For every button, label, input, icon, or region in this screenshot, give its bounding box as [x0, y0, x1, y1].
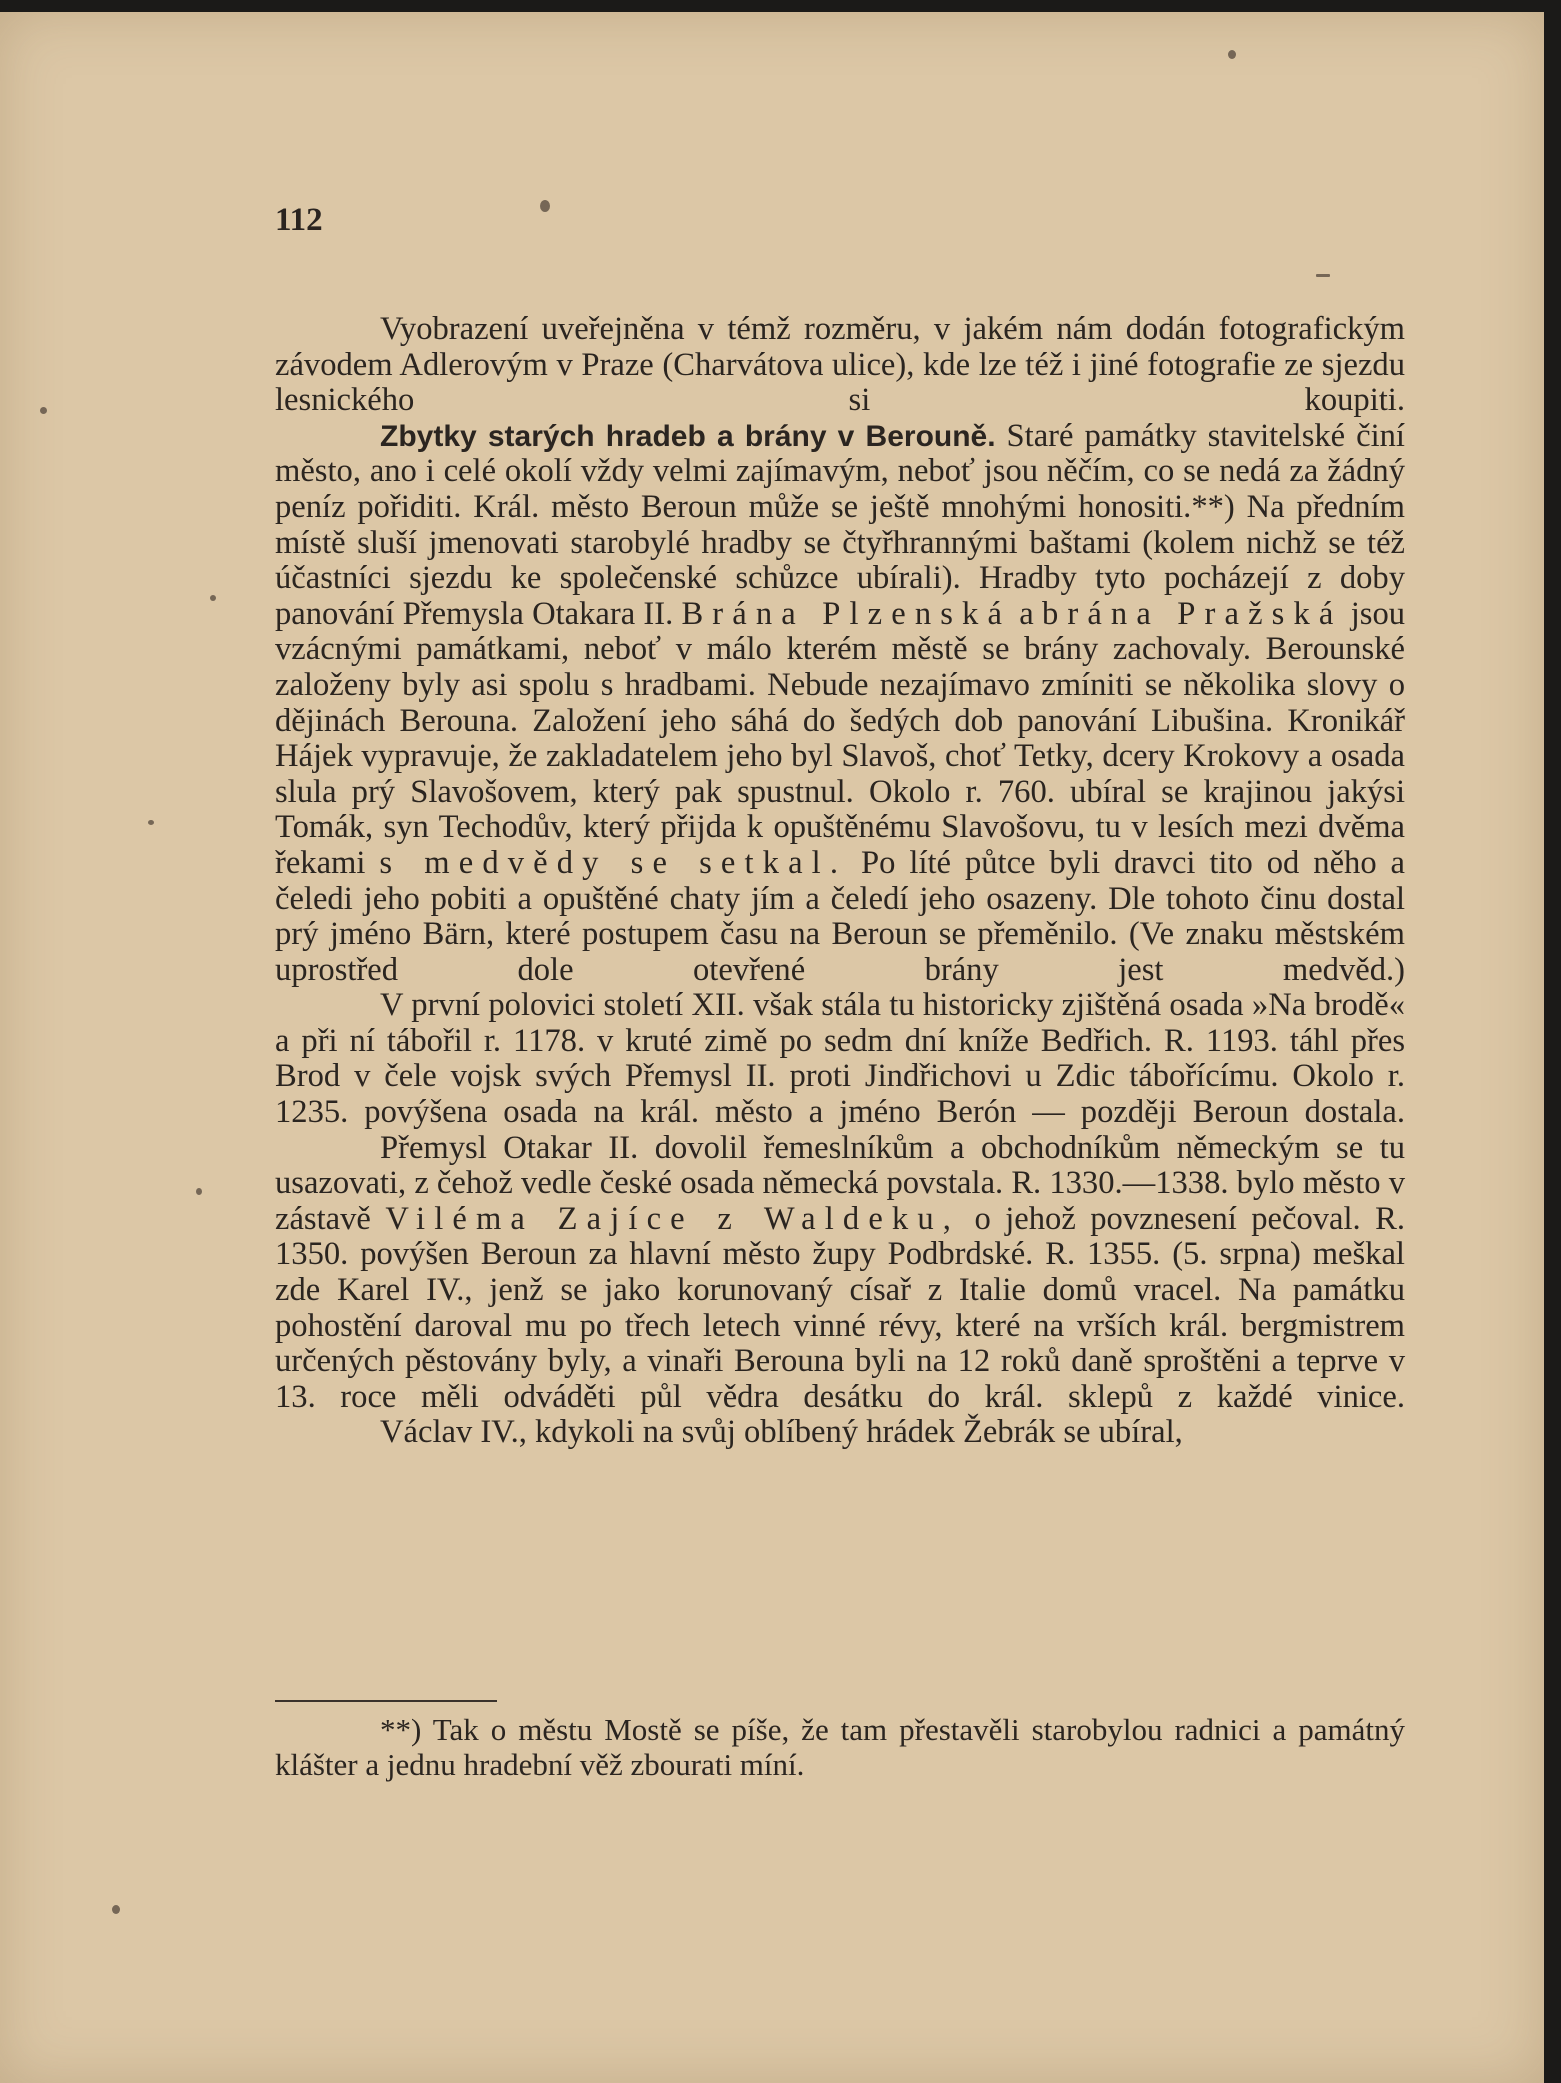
- book-page: [0, 12, 1544, 2083]
- paper-speck: [1316, 274, 1330, 277]
- paragraph-2-text-4: Po líté půtce byli dravci tito od něho a čeledi jeho pobiti a opuštěné chaty jím a čeledí jeho osazeny. Dle tohoto činu dostal prý jméno Bärn, které postupem času na Beroun se přeměnilo. (Ve znaku městském uprostřed dole otevřené brány jest medvěd.): [275, 844, 1405, 988]
- paragraph-5: Václav IV., kdykoli na svůj oblíbený hrádek Žebrák se ubíral,: [380, 1414, 1183, 1451]
- page-number: 112: [275, 202, 323, 238]
- paragraph-1: Vyobrazení uveřejněna v témž rozměru, v jakém nám dodán fotografickým závodem Adlerovým v Praze (Charvátova ulice), kde lze též i jiné fotografie ze sjezdu lesnického si koupiti.: [275, 311, 1405, 419]
- body-text: [275, 312, 1405, 1451]
- paragraph-2-text-1: Staré památky stavitelské činí město, ano i celé okolí vždy velmi zajímavým, neboť jsou něčím, co se nedá za žádný peníz pořiditi. Král. město Beroun může se ještě mnohými honositi.**) Na předním místě sluší jmenovati starobylé hradby se čtyřhrannými baštami (kolem nichž se též účastníci sjezdu ke společenské schůzce ubírali). Hradby tyto pocházejí z doby panování Přemysla Otakara II.: [275, 417, 1405, 632]
- paper-speck: [40, 407, 47, 414]
- section-heading: Zbytky starých hradeb a brány v Berouně.: [380, 419, 996, 453]
- paper-speck: [1228, 50, 1236, 59]
- spaced-term-medvedy: s medvědy se setkal.: [379, 844, 848, 881]
- spaced-term-brana-prazska: brána Pražská: [1041, 595, 1343, 632]
- paper-speck: [210, 595, 216, 601]
- spaced-term-vilem-zajic: Viléma Zajíce z Waldeku,: [385, 1200, 961, 1237]
- footnote-divider: [275, 1700, 497, 1702]
- paragraph-2-text-3: jsou vzácnými památkami, neboť v málo kterém městě se brány zachovaly. Berounské založeny byly asi spolu s hradbami. Nebude nezajímavo zmíniti se několika slovy o dějinách Berouna. Založení jeho sáhá do šedých dob panování Libušina. Kronikář Hájek vypravuje, že zakladatelem jeho byl Slavoš, choť Tetky, dcery Krokovy a osada slula prý Slavošovem, který pak spustnul. Okolo r. 760. ubíral se krajinou jakýsi Tomák, syn Techodův, který přijda k opuštěnému Slavošovu, tu v lesích mezi dvěma řekami: [275, 595, 1406, 881]
- paper-speck: [148, 820, 154, 825]
- paragraph-4: [275, 1131, 1405, 1416]
- footnote: [275, 1712, 1405, 1782]
- spaced-term-brana-plzenska: Brána Plzenská: [681, 595, 1012, 632]
- paragraph-4-text-1: Přemysl Otakar II. dovolil řemeslníkům a obchodníkům německým se tu usazovati, z čehož vedle české osada německá povstala. R. 1330.—1338. bylo město v zástavě: [275, 1129, 1405, 1237]
- paper-speck: [112, 1905, 120, 1914]
- paper-speck: [540, 200, 550, 212]
- footnote-text: **) Tak o městu Mostě se píše, že tam přestavěli starobylou radnici a památný klášter a jednu hradební věž zbourati míní.: [275, 1712, 1405, 1782]
- paragraph-3: V první polovici století XII. však stála tu historicky zjištěná osada »Na brodě« a při ní tábořil r. 1178. v kruté zimě po sedm dní kníže Bedřich. R. 1193. táhl přes Brod v čele vojsk svých Přemysl II. proti Jindřichovi u Zdic tábořícímu. Okolo r. 1235. povýšena osada na král. město a jméno Berón — později Beroun dostala.: [275, 987, 1405, 1131]
- paper-speck: [196, 1188, 202, 1195]
- paragraph-2-text-2: a: [1011, 595, 1042, 632]
- paragraph-2: [275, 419, 1405, 989]
- paragraph-4-text-2: o jehož povznesení pečoval. R. 1350. povýšen Beroun za hlavní město župy Podbrdské. R. 1355. (5. srpna) meškal zde Karel IV., jenž se jako korunovaný císař z Italie domů vracel. Na památku pohostění daroval mu po třech letech vinné révy, které na vrších král. bergmistrem určených pěstovány byly, a vinaři Berouna byli na 12 roků daně sproštěni a teprve v 13. roce měli odváděti půl vědra desátku do král. sklepů z každé vinice.: [275, 1200, 1405, 1415]
